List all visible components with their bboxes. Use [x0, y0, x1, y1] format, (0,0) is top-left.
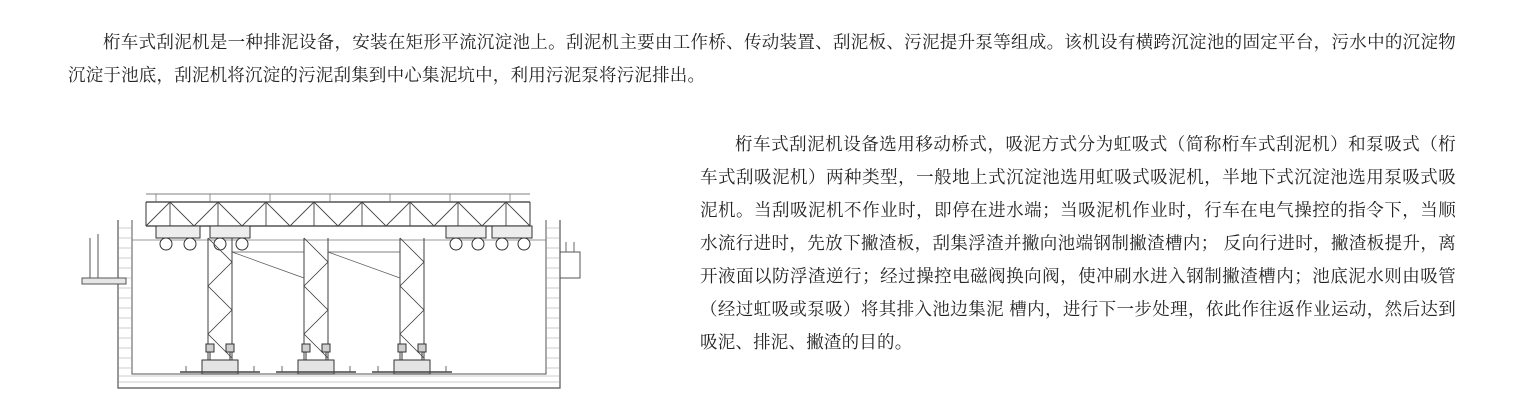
- equipment-diagram-figure: [60, 102, 680, 392]
- content-lower-section: [0, 96, 1522, 400]
- intro-paragraph: 桁车式刮泥机是一种排泥设备，安装在矩形平流沉淀池上。刮泥机主要由工作桥、传动装置、刮泥板、污泥提升泵等组成。该机设有横跨沉淀池的固定平台，污水中的沉淀物沉淀于池底，刮泥机将沉淀的污泥刮集到中心集泥坑中，利用污泥泵将污泥排出。: [68, 31, 1456, 85]
- body-paragraph: 桁车式刮泥机设备选用移动桥式，吸泥方式分为虹吸式（简称桁车式刮泥机）和泵吸式（桁车式刮吸泥机）两种类型，一般地上式沉淀池选用虹吸式吸泥机，半地下式沉淀池选用泵吸式吸泥机。当刮吸泥机不作业时，即停在进水端；当吸泥机作业时，行车在电气操控的指令下，当顺水流行进时，先放下撇渣板，刮集浮渣并撇向池端钢制撇渣槽内； 反向行进时，撇渣板提升，离开液面以防浮渣逆行；经过操控电磁阀换向阀，使冲刷水进入钢制撇渣槽内；池底泥水则由吸管（经过虹吸或泵吸）将其排入池边集泥 槽内，进行下一步处理，依此作往返作业运动，然后达到吸泥、排泥、撇渣的目的。: [700, 133, 1456, 352]
- scraper-machine-diagram: [60, 102, 680, 392]
